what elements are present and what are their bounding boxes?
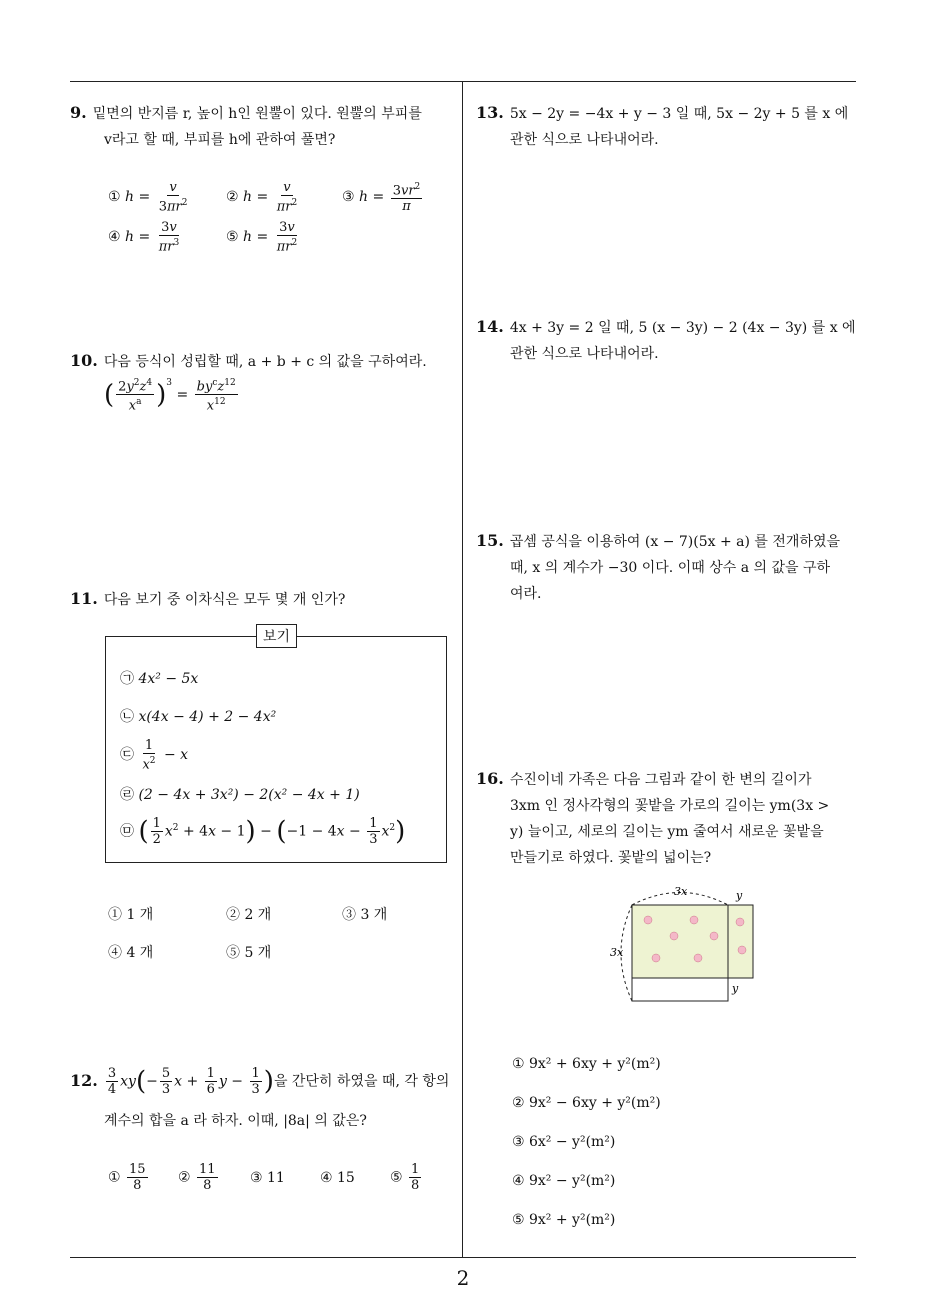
question-text: 밑면의 반지름 r, 높이 h인 원뿔이 있다. 원뿔의 부피를 (92, 106, 422, 122)
question-12: 12. $\frac{3}{4}$ xy(− $\frac{5}{3}$ x + $\frac{1}{6}$ y − $\frac{1}{3}$ )을 간단히 하였을 때, 각 항의 (70, 1066, 450, 1097)
choice-5[interactable]: ⑤ h = $\frac{3v}{\pi r^2}$ (226, 220, 298, 255)
garden-shaded-region (632, 905, 728, 978)
question-text: 다음 보기 중 이차식은 모두 몇 개 인가? (103, 592, 346, 608)
question-number: 12. (70, 1070, 98, 1090)
flower (644, 916, 652, 924)
question-text: 3xm 인 정사각형의 꽃밭을 가로의 길이는 ym(3x > (510, 798, 830, 814)
question-text: v라고 할 때, 부피를 h에 관하여 풀면? (104, 132, 336, 148)
question-text: 때, x 의 계수가 −30 이다. 이때 상수 a 의 값을 구하 (510, 560, 831, 576)
question-text: 만들기로 하였다. 꽃밭의 넓이는? (510, 850, 712, 866)
question-15 (476, 528, 861, 607)
question-number: 11. (70, 589, 98, 608)
label-y-bottom: y (732, 982, 739, 995)
choice-3[interactable]: ③ 3 개 (342, 907, 388, 923)
column-divider (462, 82, 463, 1258)
question-number: 10. (70, 351, 98, 370)
bogi-item: ㉢ $\frac{1}{x^2}$ − x (120, 738, 189, 773)
choice-2[interactable]: ② 2 개 (226, 907, 272, 923)
choice-4[interactable]: ④ 9x² − y²(m²) (512, 1173, 616, 1189)
question-text: 곱셈 공식을 이용하여 (x − 7)(5x + a) 를 전개하였을 (509, 534, 841, 550)
bogi-item: ㉤ ( $\frac{1}{2}$ $x^2 + 4x - 1) - (-1 - 4x$ − $\frac{1}{3}$ $x^2$) (120, 816, 406, 847)
question-text: 4x + 3y = 2 일 때, 5 (x − 3y) − 2 (4x − 3y) 를 x 에 (509, 320, 856, 336)
choice-3[interactable]: ③ 11 (250, 1170, 285, 1186)
flower (710, 932, 718, 940)
question-number: 14. (476, 317, 504, 336)
question-number: 13. (476, 103, 504, 122)
question-number: 16. (476, 769, 504, 788)
question-16 (476, 766, 861, 871)
choice-1[interactable]: ① 9x² + 6xy + y²(m²) (512, 1056, 661, 1072)
flower (652, 954, 660, 962)
question-text: 관한 식으로 나타내어라. (510, 346, 659, 362)
bogi-item: ㉠ 4x² − 5x (120, 671, 199, 687)
label-y-top: y (736, 889, 743, 902)
flower (670, 932, 678, 940)
question-9 (70, 100, 460, 153)
choice-4[interactable]: ④ 4 개 (108, 945, 154, 961)
bogi-item: ㉣ (2 − 4x + 3x²) − 2(x² − 4x + 1) (120, 787, 360, 803)
question-14 (476, 314, 861, 367)
choice-4[interactable]: ④ h = $\frac{3v}{\pi r^3}$ (108, 220, 180, 255)
choice-2[interactable]: ② $\frac{11}{8}$ (178, 1162, 216, 1193)
top-rule (70, 81, 856, 82)
choice-3[interactable]: ③ h = $\frac{3vr^2}{\pi}$ (342, 182, 421, 215)
question-10 (70, 348, 460, 375)
choice-4[interactable]: ④ 15 (320, 1170, 355, 1186)
choice-1[interactable]: ① h = $\frac{v}{3\pi r^2}$ (108, 180, 188, 215)
question-13 (476, 100, 861, 153)
question-text: 수진이네 가족은 다음 그림과 같이 한 변의 길이가 (509, 772, 812, 788)
flower-garden-figure (600, 880, 770, 1010)
choice-1[interactable]: ① 1 개 (108, 907, 154, 923)
question-text: 5x − 2y = −4x + y − 3 일 때, 5x − 2y + 5 를 x 에 (509, 106, 849, 122)
choice-2[interactable]: ② 9x² − 6xy + y²(m²) (512, 1095, 661, 1111)
bogi-label: 보기 (256, 624, 297, 648)
question-text: 계수의 합을 a 라 하자. 이때, |8a| 의 값은? (104, 1113, 367, 1129)
page-number: 2 (456, 1266, 470, 1290)
question-text: 여라. (510, 586, 542, 602)
flower (690, 916, 698, 924)
choice-5[interactable]: ⑤ 5 개 (226, 945, 272, 961)
question-text: 을 간단히 하였을 때, 각 항의 (273, 1073, 450, 1090)
question-text: 다음 등식이 성립할 때, a + b + c 의 값을 구하여라. (103, 354, 427, 370)
label-3x-side: 3x (610, 946, 624, 959)
choice-1[interactable]: ① $\frac{15}{8}$ (108, 1162, 146, 1193)
flower (738, 946, 746, 954)
equation-q10: ( $\frac{2y^2z^4}{x^a}$ )$^3$ = $\frac{by^cz^{12}}{x^{12}}$ (104, 377, 236, 414)
choice-5[interactable]: ⑤ 9x² + y²(m²) (512, 1212, 616, 1228)
question-text: y) 늘이고, 세로의 길이는 ym 줄여서 새로운 꽃밭을 (510, 824, 824, 840)
flower (736, 918, 744, 926)
bottom-rule (70, 1257, 856, 1258)
flower (694, 954, 702, 962)
bogi-item: ㉡ x(4x − 4) + 2 − 4x² (120, 709, 277, 725)
extension-region (728, 905, 753, 978)
choice-3[interactable]: ③ 6x² − y²(m²) (512, 1134, 616, 1150)
question-number: 9. (70, 103, 87, 122)
label-3x-top: 3x (674, 885, 688, 898)
question-number: 15. (476, 531, 504, 550)
question-11 (70, 586, 460, 613)
question-text: 관한 식으로 나타내어라. (510, 132, 659, 148)
choice-2[interactable]: ② h = $\frac{v}{\pi r^2}$ (226, 180, 298, 215)
choice-5[interactable]: ⑤ $\frac{1}{8}$ (390, 1162, 420, 1193)
